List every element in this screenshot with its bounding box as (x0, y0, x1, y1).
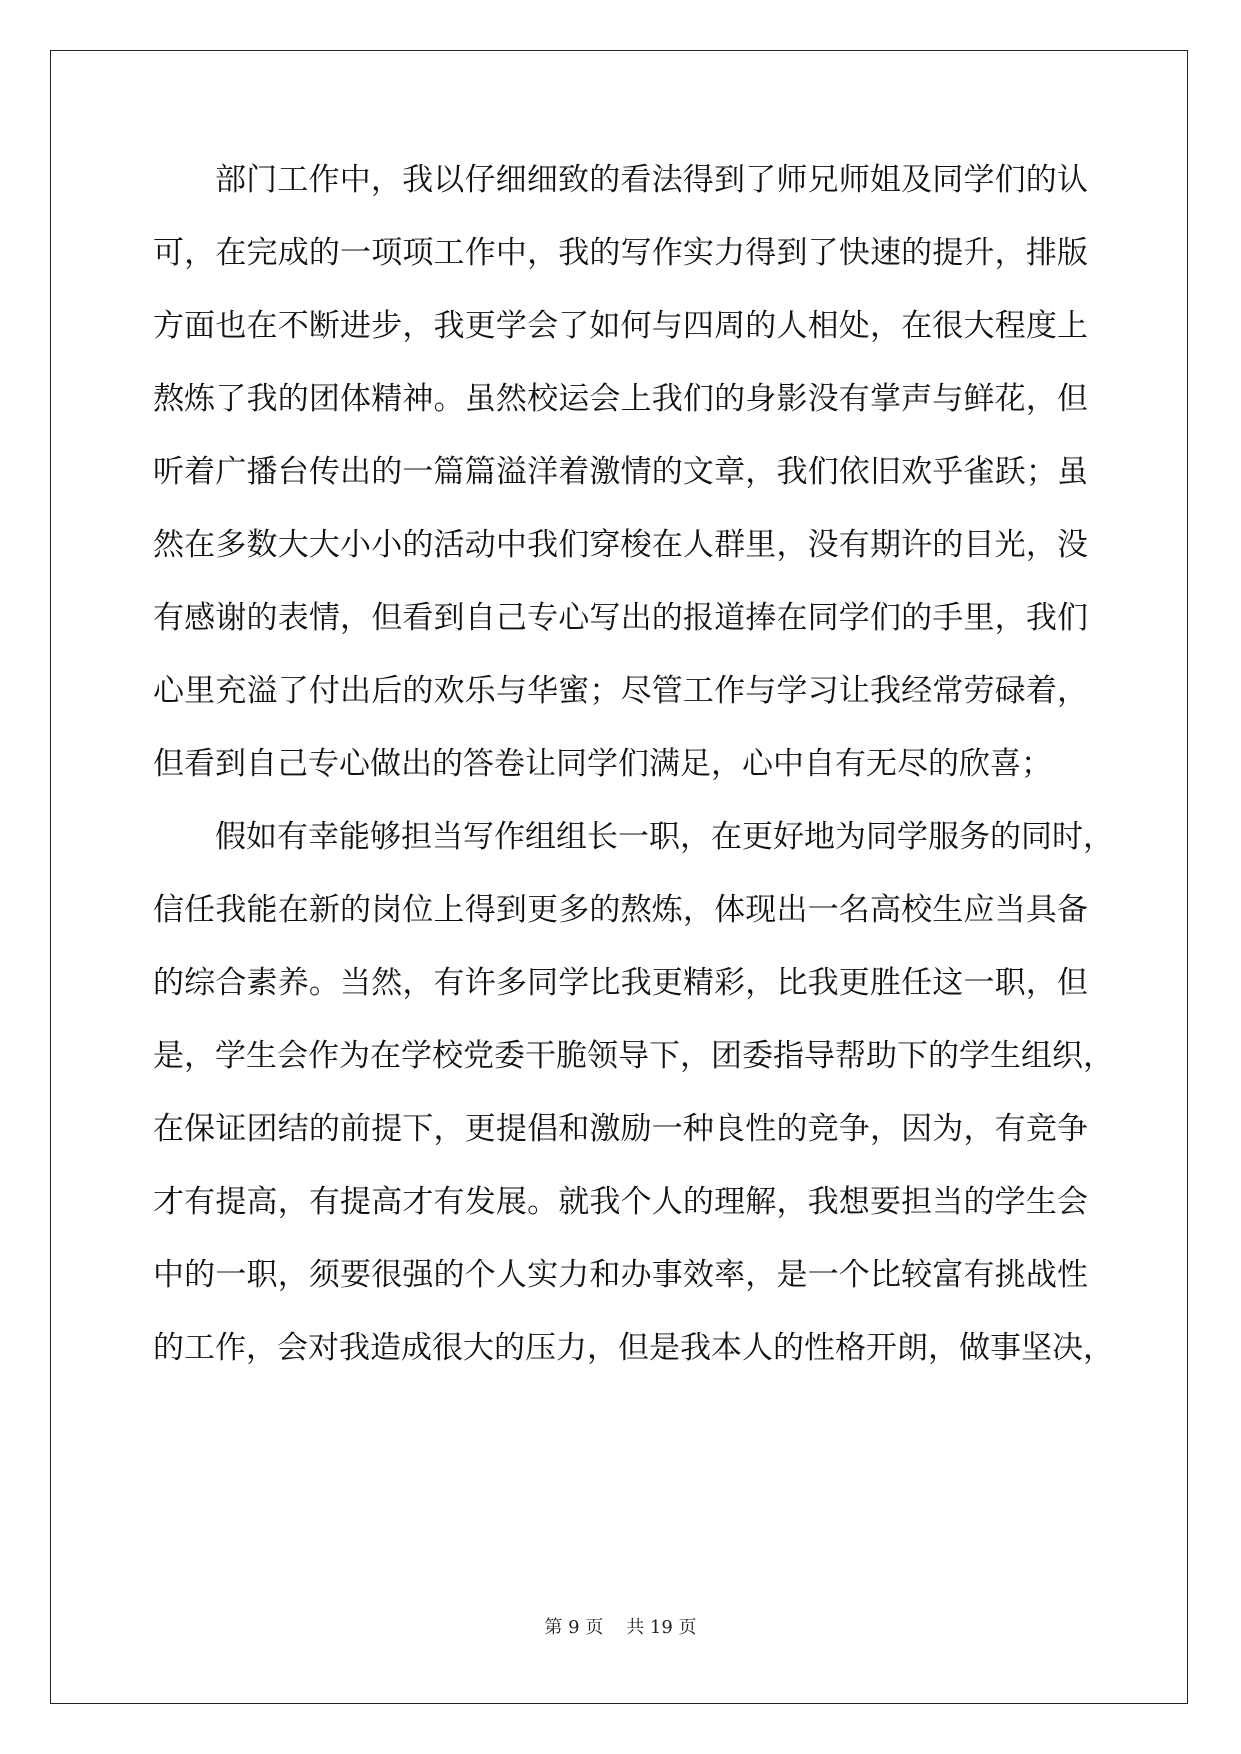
paragraph-line: 假如有幸能够担当写作组组长一职，在更好地为同学服务的同时， (215, 819, 1114, 855)
paragraph-line: 可，在完成的一项项工作中，我的写作实力得到了快速的提升，排版 (153, 235, 1088, 271)
paragraph-line: 中的一职，须要很强的个人实力和办事效率，是一个比较富有挑战性 (153, 1257, 1088, 1293)
paragraph-line: 然在多数大大小小的活动中我们穿梭在人群里，没有期许的目光，没 (153, 527, 1088, 563)
paragraph-line: 部门工作中，我以仔细细致的看法得到了师兄师姐及同学们的认 (215, 162, 1088, 198)
paragraph-line: 但看到自己专心做出的答卷让同学们满足，心中自有无尽的欣喜； (153, 746, 1052, 782)
paragraph-line: 在保证团结的前提下，更提倡和激励一种良性的竞争，因为，有竞争 (153, 1111, 1088, 1147)
paragraph-line: 听着广播台传出的一篇篇溢洋着激情的文章，我们依旧欢乎雀跃；虽 (153, 454, 1088, 490)
paragraph-line: 的工作，会对我造成很大的压力，但是我本人的性格开朗，做事坚决， (153, 1330, 1114, 1366)
paragraph-line: 的综合素养。当然，有许多同学比我更精彩，比我更胜任这一职，但 (153, 965, 1088, 1001)
page-border (50, 50, 1188, 1704)
paragraph-line: 方面也在不断进步，我更学会了如何与四周的人相处，在很大程度上 (153, 308, 1088, 344)
paragraph-line: 信任我能在新的岗位上得到更多的熬炼，体现出一名高校生应当具备 (153, 892, 1088, 928)
paragraph-line: 熬炼了我的团体精神。虽然校运会上我们的身影没有掌声与鲜花，但 (153, 381, 1088, 417)
page-number-footer: 第 9 页 共 19 页 (544, 1617, 697, 1638)
paragraph-line: 才有提高，有提高才有发展。就我个人的理解，我想要担当的学生会 (153, 1184, 1088, 1220)
paragraph-line: 心里充溢了付出后的欢乐与华蜜；尽管工作与学习让我经常劳碌着， (153, 673, 1088, 709)
paragraph-line: 有感谢的表情，但看到自己专心写出的报道捧在同学们的手里，我们 (153, 600, 1088, 636)
paragraph-line: 是，学生会作为在学校党委干脆领导下，团委指导帮助下的学生组织， (153, 1038, 1114, 1074)
